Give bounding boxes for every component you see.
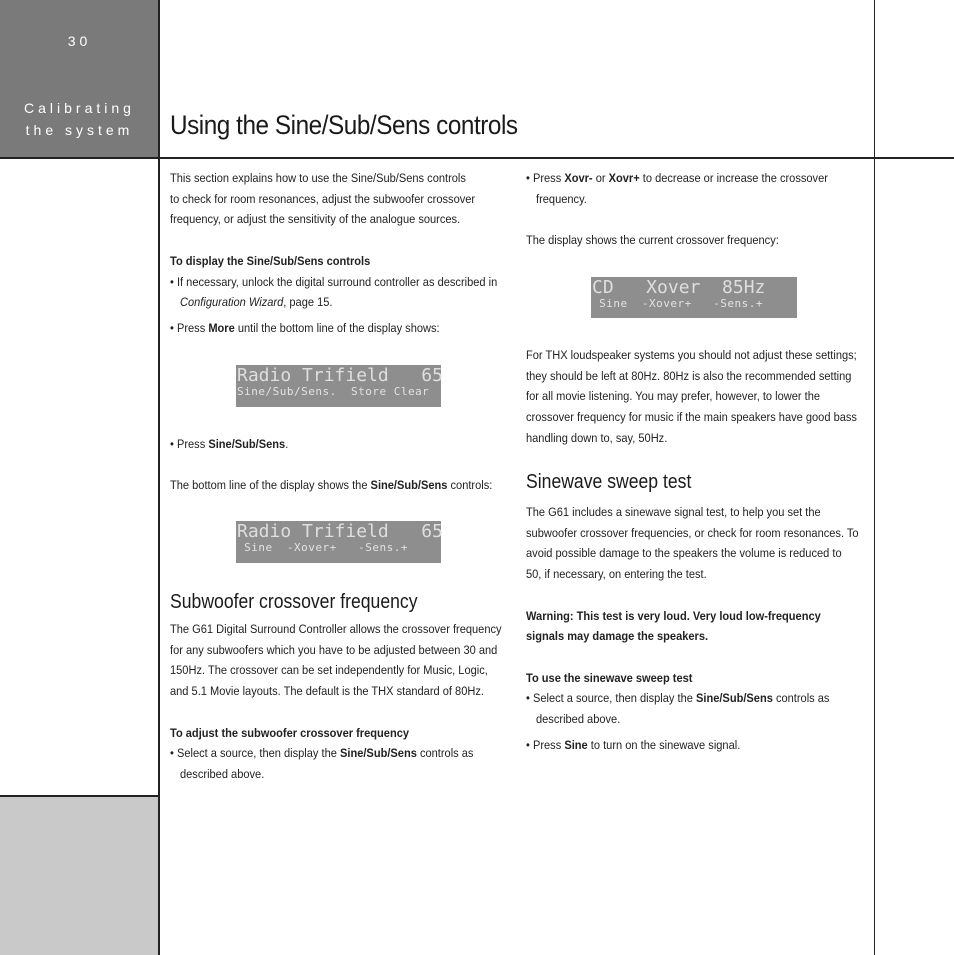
lcd-display [236, 521, 441, 563]
bullet-item [170, 743, 481, 764]
bullet-text: to turn on the sinewave signal. [587, 737, 741, 752]
body-line: avoid possible damage to the speakers the volume is reduced to [526, 546, 842, 561]
body-line: The G61 Digital Surround Controller allows the crossover frequency [170, 622, 502, 636]
key-xovr-minus: Xovr- [564, 171, 593, 185]
body-line: crossover frequency for music if the main speakers have good bass [526, 410, 857, 425]
right-column [526, 168, 866, 251]
lcd-display [591, 277, 797, 318]
sidebar-header-block [0, 0, 159, 159]
lcd-line1: CD Xover 85Hz [592, 277, 766, 298]
procedure-heading: To display the Sine/Sub/Sens controls [170, 253, 371, 268]
bullet-text: • Press [170, 320, 209, 335]
key-sine-sub-sens: Sine/Sub/Sens [370, 478, 448, 493]
bullet-item [526, 688, 837, 709]
section-heading: Sinewave sweep test [526, 471, 692, 493]
key-sine: Sine [564, 737, 588, 752]
lcd-line2: Sine -Xover+ -Sens.+ [237, 541, 408, 554]
bullet-text: • Select a source, then display the [526, 691, 696, 706]
bullet-item [170, 318, 481, 339]
body-text: The bottom line of the display shows the [170, 478, 371, 493]
right-column-part2 [526, 345, 871, 449]
bullet-text: • Press [526, 171, 565, 185]
warning-line: Warning: This test is very loud. Very loud low-frequency [526, 608, 821, 623]
intro-line: This section explains how to use the Sine/Sub/Sens controls [170, 171, 466, 185]
body-line: they should be left at 80Hz. 80Hz is also the recommended setting [526, 368, 852, 383]
procedure-heading: To use the sinewave sweep test [526, 670, 693, 685]
bullet-text: until the bottom line of the display shows: [234, 320, 440, 335]
body-line: for all movie listening. You may prefer, however, to lower the [526, 389, 821, 404]
key-sine-sub-sens: Sine/Sub/Sens [695, 691, 773, 706]
bullet-text: controls as [416, 746, 474, 761]
sidebar-footer-block [0, 795, 159, 955]
bullet-text: • Press [526, 737, 565, 752]
link-configuration-wizard: Configuration Wizard [180, 295, 284, 310]
left-column-part2 [170, 434, 515, 496]
body-text: controls: [447, 478, 493, 493]
intro-line: to check for room resonances, adjust the subwoofer crossover [170, 191, 476, 206]
bullet-item [526, 168, 832, 189]
bullet-item: • If necessary, unlock the digital surround controller as described in [170, 274, 498, 289]
bullet-text: , page 15. [283, 295, 333, 310]
bullet-text: • Press [170, 437, 209, 451]
body-line: 150Hz. The crossover can be set independently for Music, Logic, [170, 663, 488, 678]
body-line: 50, if necessary, on entering the test. [526, 567, 707, 582]
page-title: Using the Sine/Sub/Sens controls [170, 110, 518, 140]
section-label [0, 97, 159, 141]
lcd-display [236, 365, 441, 407]
bullet-item-cont: described above. [536, 712, 621, 726]
body-line: subwoofer crossover frequencies, or check for room resonances. To [526, 525, 859, 540]
bullet-item-cont: frequency. [536, 191, 587, 206]
bullet-text: • Select a source, then display the [170, 746, 340, 761]
lcd-line2: Sine -Xover+ -Sens.+ [592, 297, 763, 310]
left-column [170, 168, 515, 339]
body-line: and 5.1 Movie layouts. The default is the THX standard of 80Hz. [170, 684, 484, 699]
bullet-item-cont: described above. [180, 766, 265, 781]
lcd-line1: Radio Trifield 65 [237, 365, 443, 386]
left-rule [158, 0, 160, 955]
key-sine-sub-sens: Sine/Sub/Sens [339, 746, 417, 761]
bullet-text: controls as [772, 691, 830, 706]
bullet-text: or [592, 171, 609, 185]
body-line: The display shows the current crossover frequency: [526, 233, 779, 248]
body-line: for any subwoofers which you have to be adjusted between 30 and [170, 642, 498, 657]
body-line [170, 475, 493, 496]
procedure-heading: To adjust the subwoofer crossover frequency [170, 725, 410, 740]
section-label-line1: Calibrating [24, 100, 135, 116]
bullet-text: to decrease or increase the crossover [639, 171, 828, 185]
bullet-item [526, 735, 837, 756]
key-xovr-plus: Xovr+ [608, 171, 640, 185]
lcd-line2: Sine/Sub/Sens. Store Clear [237, 385, 430, 398]
section-label-line2: the system [25, 122, 134, 138]
body-line: For THX loudspeaker systems you should not adjust these settings; [526, 348, 857, 362]
left-column-part3 [170, 589, 515, 785]
bullet-item-cont [180, 292, 482, 313]
header-rule [0, 157, 954, 159]
section-heading: Subwoofer crossover frequency [170, 591, 418, 613]
bullet-text: . [285, 437, 289, 451]
bullet-item [170, 434, 481, 455]
body-line: The G61 includes a sinewave signal test, to help you set the [526, 505, 821, 519]
key-sine-sub-sens: Sine/Sub/Sens [208, 437, 286, 451]
intro-line: frequency, or adjust the sensitivity of the analogue sources. [170, 212, 461, 227]
right-column-part3 [526, 469, 871, 755]
body-line: handling down to, say, 50Hz. [526, 430, 668, 445]
lcd-line1: Radio Trifield 65 [237, 521, 443, 542]
right-rule [874, 0, 875, 955]
page-number: 30 [67, 33, 92, 49]
key-more: More [208, 320, 235, 335]
warning-line: signals may damage the speakers. [526, 629, 709, 644]
